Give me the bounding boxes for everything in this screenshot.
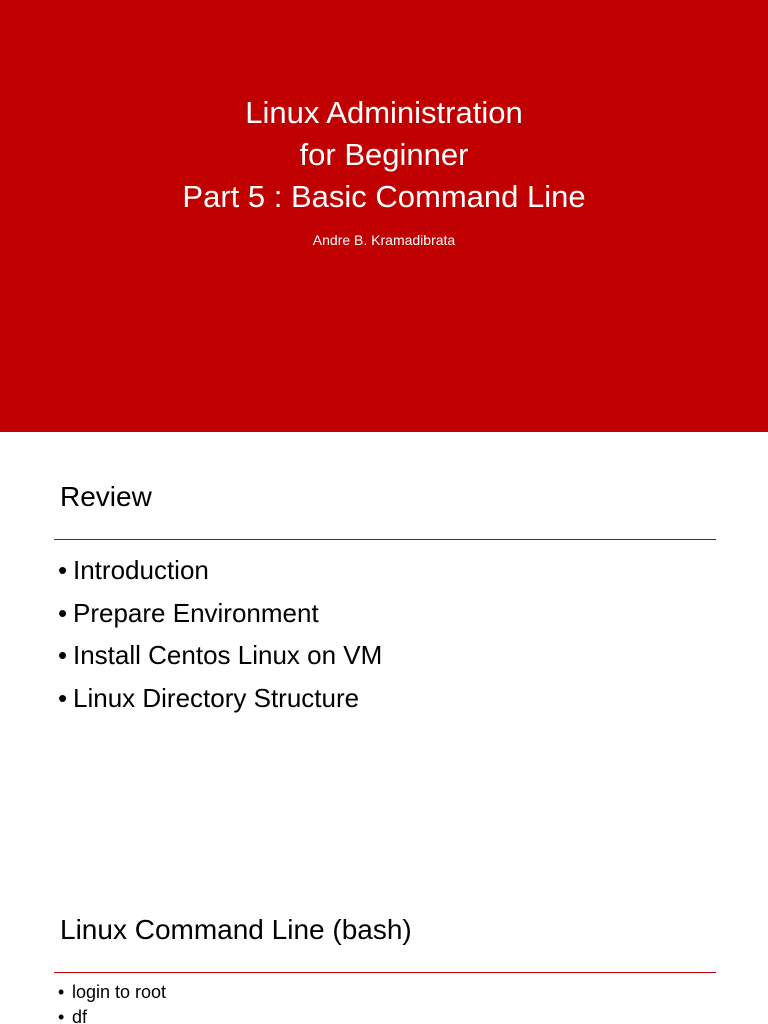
bullet-icon: • <box>58 1007 65 1024</box>
bullet-list <box>58 980 166 1024</box>
review-slide <box>0 432 768 864</box>
title-line-3: Part 5 : Basic Command Line <box>182 179 586 214</box>
list-item <box>58 980 166 1005</box>
list-item-text: df <box>72 1007 88 1024</box>
heading-divider <box>54 539 716 540</box>
bullet-icon: • <box>58 982 65 1002</box>
bullet-icon: • <box>58 682 68 713</box>
list-item-text: Introduction <box>73 555 209 585</box>
list-item <box>58 592 382 635</box>
list-item-text: Linux Directory Structure <box>73 682 360 713</box>
title-slide <box>0 0 768 432</box>
title-line-2: for Beginner <box>299 137 469 172</box>
slide-heading: Review <box>60 481 152 512</box>
list-item-text: login to root <box>72 982 167 1002</box>
list-item <box>58 1005 166 1024</box>
list-item <box>58 549 382 592</box>
heading-divider <box>54 972 716 973</box>
bullet-icon: • <box>58 597 68 628</box>
list-item <box>58 677 382 720</box>
list-item-text: Install Centos Linux on VM <box>73 640 383 670</box>
presentation-title <box>0 92 768 218</box>
bullet-icon: • <box>58 555 68 585</box>
list-item <box>58 634 382 677</box>
slide-heading: Linux Command Line (bash) <box>60 914 412 945</box>
title-line-1: Linux Administration <box>245 95 523 130</box>
author-name: Andre B. Kramadibrata <box>312 232 456 248</box>
list-item-text: Prepare Environment <box>73 597 319 628</box>
bullet-list <box>58 549 382 719</box>
bash-slide <box>0 864 768 1024</box>
bullet-icon: • <box>58 640 68 670</box>
